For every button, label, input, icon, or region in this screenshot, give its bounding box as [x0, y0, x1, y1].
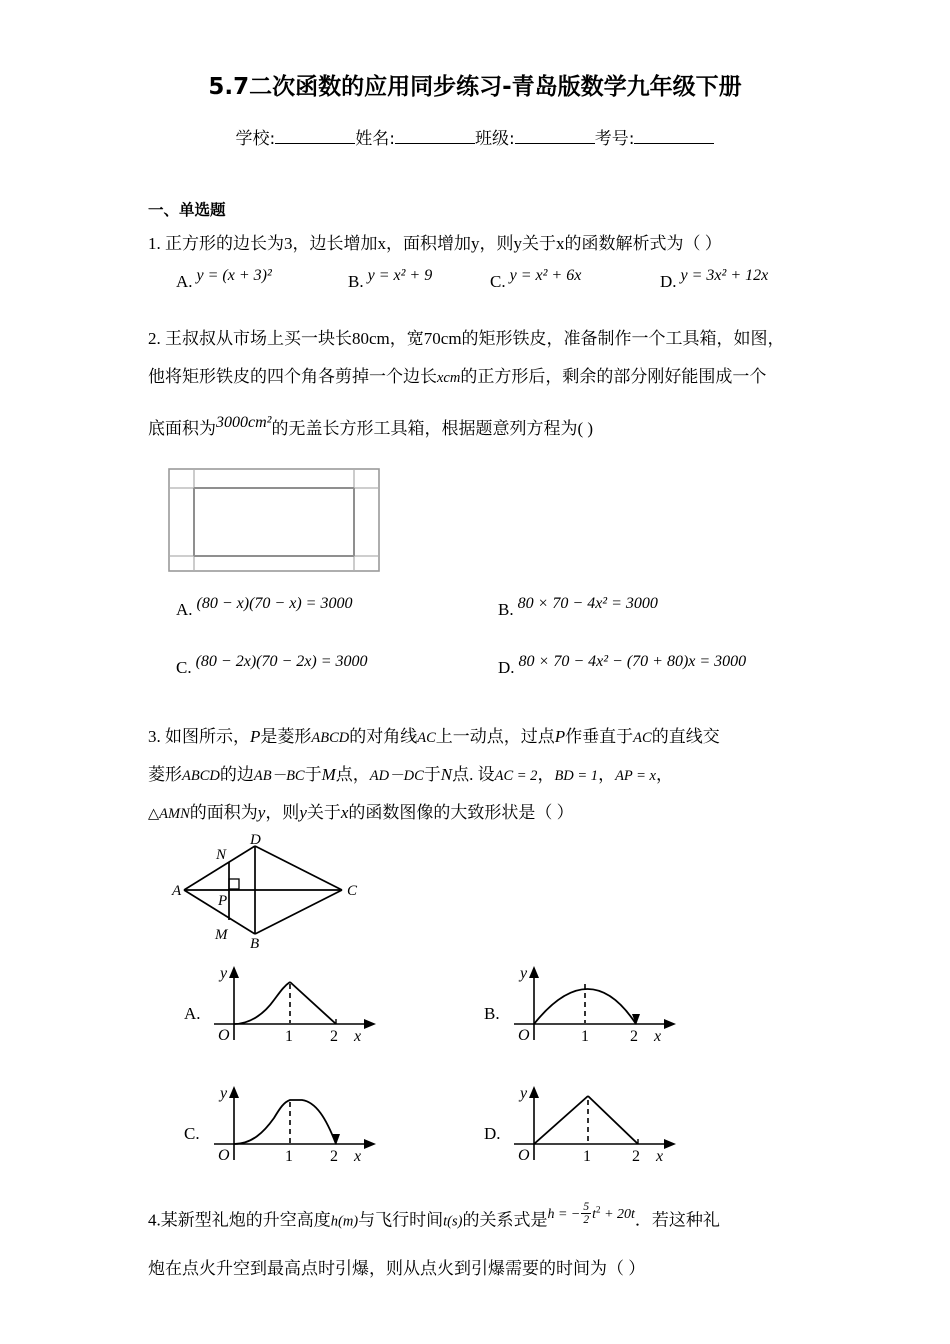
question-2-options-row-1: [148, 595, 820, 640]
q3-t3b: ，则: [265, 803, 300, 822]
svg-text:x: x: [354, 1028, 362, 1045]
question-2-options-row-2: [148, 653, 820, 698]
question-2-number: 2.: [148, 329, 161, 348]
section-heading: 一、单选题: [148, 201, 226, 219]
svg-text:y: y: [520, 965, 528, 982]
figure-rectangle-cut-corners: [168, 468, 380, 572]
question-2-math-xcm: xcm: [437, 370, 461, 386]
question-2-text-line2a: 他将矩形铁皮的四个角各剪掉一个边长: [148, 367, 437, 386]
option-1-C[interactable]: [490, 267, 582, 292]
q3-var-x: x: [340, 803, 349, 822]
svg-text:2: 2: [330, 1148, 338, 1165]
svg-text:1: 1: [583, 1148, 591, 1165]
q3-diagonal-AC2: AC: [633, 730, 652, 746]
svg-text:x: x: [656, 1148, 664, 1165]
question-4-line-1: [148, 1198, 820, 1242]
q3-t2g: ，: [537, 765, 555, 784]
school-label: 学校:: [235, 129, 276, 149]
option-3-B-graph[interactable]: [506, 962, 686, 1047]
question-1-number: 1.: [148, 234, 161, 253]
q3-t2b: 的边: [219, 765, 254, 784]
question-2-line-1: [148, 320, 820, 358]
svg-text:2: 2: [630, 1028, 638, 1045]
svg-text:D: D: [250, 832, 261, 848]
question-3-number: 3.: [148, 727, 161, 746]
q4-t1a: 某新型礼炮的升空高度: [160, 1210, 331, 1230]
q4-formula-tail-t: t: [592, 1206, 597, 1222]
svg-text:O: O: [218, 1027, 230, 1044]
q3-value-AP: AP = x: [615, 768, 656, 784]
q3-point-P: P: [250, 727, 261, 746]
q4-formula-numerator: 5: [583, 1200, 590, 1213]
svg-text:1: 1: [285, 1148, 293, 1165]
q3-t1d: 上一动点，过点: [435, 727, 555, 746]
q3-t2e: 于: [423, 765, 441, 784]
option-2-B-expr: 80 × 70 − 4x² = 3000: [517, 595, 658, 612]
question-1-body: 正方形的边长为3，边长增加x，面积增加y，则y关于x的函数解析式为（ ）: [165, 234, 722, 253]
q3-point-N: N: [440, 765, 453, 784]
svg-text:M: M: [215, 927, 228, 943]
option-1-B[interactable]: [348, 267, 433, 292]
q4-t1b: 与飞行时间: [358, 1210, 444, 1230]
question-3-line-1: [148, 718, 820, 757]
name-label: 姓名:: [355, 129, 395, 149]
q4-formula-fraction: [581, 1201, 591, 1226]
question-2-math-3000cm2: 3000cm²: [216, 414, 272, 431]
question-1-options: [148, 267, 820, 306]
q3-t2f: 点. 设: [452, 765, 495, 784]
q4-formula: [547, 1200, 635, 1226]
q3-rhombus-ABCD-2: ABCD: [182, 768, 220, 784]
svg-text:B: B: [250, 936, 260, 952]
q4-t1d: ．若这种礼: [634, 1210, 720, 1230]
q3-side-AD-DC: AD－DC: [369, 768, 424, 784]
question-2-line-3: [148, 410, 820, 449]
option-2-A[interactable]: [176, 595, 353, 620]
option-2-D-expr: 80 × 70 − 4x² − (70 + 80)x = 3000: [518, 653, 747, 670]
q3-t1c: 的对角线: [349, 727, 418, 746]
option-1-C-label: C.: [490, 272, 506, 291]
option-2-D-label: D.: [498, 658, 515, 677]
option-2-D[interactable]: [498, 653, 747, 678]
svg-text:x: x: [354, 1148, 362, 1165]
q3-point-M: M: [321, 765, 336, 784]
option-1-D[interactable]: [660, 267, 769, 292]
svg-text:A: A: [172, 883, 182, 899]
option-1-B-expr: y = x² + 9: [367, 267, 433, 284]
q4-t1c: 的关系式是: [462, 1210, 548, 1230]
q3-diagonal-AC: AC: [417, 730, 436, 746]
option-3-B-label: B.: [484, 1004, 500, 1023]
option-1-A[interactable]: [176, 267, 272, 292]
option-2-B-label: B.: [498, 600, 514, 619]
option-3-D-label: D.: [484, 1124, 501, 1143]
class-blank[interactable]: [515, 143, 595, 144]
exam-no-label: 考号:: [594, 129, 635, 149]
option-1-A-label: A.: [176, 272, 193, 291]
q3-point-P2: P: [554, 727, 566, 746]
option-3-D-graph[interactable]: [506, 1082, 686, 1167]
q3-triangle-AMN: △AMN: [148, 806, 190, 822]
option-1-C-expr: y = x² + 6x: [509, 267, 582, 284]
class-label: 班级:: [475, 129, 515, 149]
q3-var-y2: y: [299, 803, 307, 822]
q3-t1e: 作垂直于: [565, 727, 634, 746]
svg-text:N: N: [216, 847, 227, 863]
option-3-C-graph[interactable]: [206, 1082, 386, 1167]
q3-side-AB-BC: AB－BC: [253, 768, 305, 784]
option-2-A-expr: (80 − x)(70 − x) = 3000: [196, 595, 353, 612]
student-info-line: [0, 124, 950, 149]
option-1-B-label: B.: [348, 272, 364, 291]
q3-t1a: 如图所示，: [165, 727, 250, 746]
question-2-text-line1: 王叔叔从市场上买一块长80cm，宽70cm的矩形铁皮，准备制作一个工具箱，如图，: [165, 329, 785, 348]
q3-value-AC: AC = 2: [494, 768, 538, 784]
svg-text:x: x: [654, 1028, 662, 1045]
option-2-A-label: A.: [176, 600, 193, 619]
svg-text:1: 1: [285, 1028, 293, 1045]
q3-t3c: 关于: [306, 803, 341, 822]
q3-t1f: 的直线交: [651, 727, 720, 746]
svg-text:2: 2: [632, 1148, 640, 1165]
question-3-line-3: [148, 794, 820, 833]
svg-text:O: O: [518, 1147, 530, 1164]
q3-rhombus-ABCD: ABCD: [311, 730, 350, 746]
option-2-C-expr: (80 − 2x)(70 − 2x) = 3000: [195, 653, 368, 670]
q3-value-BD: BD = 1: [554, 768, 599, 784]
svg-text:P: P: [218, 893, 228, 909]
question-1-text: [148, 225, 820, 263]
option-1-A-expr: y = (x + 3)²: [196, 267, 272, 284]
q4-t2: 炮在点火升空到最高点时引爆，则从点火到引爆需要的时间为（ ）: [148, 1259, 646, 1278]
q3-t1b: 是菱形: [260, 727, 312, 746]
svg-text:2: 2: [330, 1028, 338, 1045]
option-3-C-label: C.: [184, 1124, 200, 1143]
svg-text:1: 1: [581, 1028, 589, 1045]
q3-t3a: 的面积为: [189, 803, 258, 822]
svg-text:O: O: [218, 1147, 230, 1164]
question-4-line-2: [148, 1250, 820, 1288]
q4-formula-tail-sup: 2: [596, 1204, 601, 1214]
question-2-text-line3b: 的无盖长方形工具箱，根据题意列方程为( ): [271, 419, 594, 438]
q3-t2a: 菱形: [148, 765, 182, 784]
q3-t3d: 的函数图像的大致形状是（ ）: [348, 803, 574, 822]
option-3-A-graph[interactable]: [206, 962, 386, 1047]
question-2-text-line2b: 的正方形后，剩余的部分刚好能围成一个: [460, 367, 767, 386]
exam-no-blank[interactable]: [634, 143, 714, 144]
option-1-D-expr: y = 3x² + 12x: [680, 267, 769, 284]
q3-t2d: 点，: [335, 765, 370, 784]
q3-t2h: ，: [598, 765, 616, 784]
svg-text:y: y: [220, 965, 228, 982]
figure-rhombus-ABCD: [170, 832, 400, 950]
question-2-text-line3a: 底面积为: [148, 419, 216, 438]
q3-t2c: 于: [304, 765, 322, 784]
q3-t2i: ，: [656, 765, 673, 784]
option-2-C-label: C.: [176, 658, 192, 677]
question-4-number: 4.: [148, 1210, 161, 1230]
q3-var-y: y: [257, 803, 266, 822]
q4-height-h: h(m): [330, 1213, 359, 1230]
svg-text:y: y: [520, 1085, 528, 1102]
question-2-line-2: [148, 358, 820, 397]
option-1-D-label: D.: [660, 272, 677, 291]
q4-formula-denominator: 2: [583, 1213, 590, 1226]
option-2-B[interactable]: [498, 595, 658, 620]
school-blank[interactable]: [275, 143, 355, 144]
svg-text:C: C: [347, 883, 358, 899]
svg-text:y: y: [220, 1085, 228, 1102]
page-title: 5.7二次函数的应用同步练习-青岛版数学九年级下册: [208, 74, 742, 100]
option-2-C[interactable]: [176, 653, 368, 678]
name-blank[interactable]: [395, 143, 475, 144]
option-3-A-label: A.: [184, 1004, 201, 1023]
q4-formula-lead: h = −: [547, 1206, 581, 1222]
q4-time-t: t(s): [443, 1213, 463, 1230]
question-3-line-2: [148, 756, 820, 795]
svg-text:O: O: [518, 1027, 530, 1044]
q4-formula-tail-rest: + 20t: [600, 1206, 635, 1222]
